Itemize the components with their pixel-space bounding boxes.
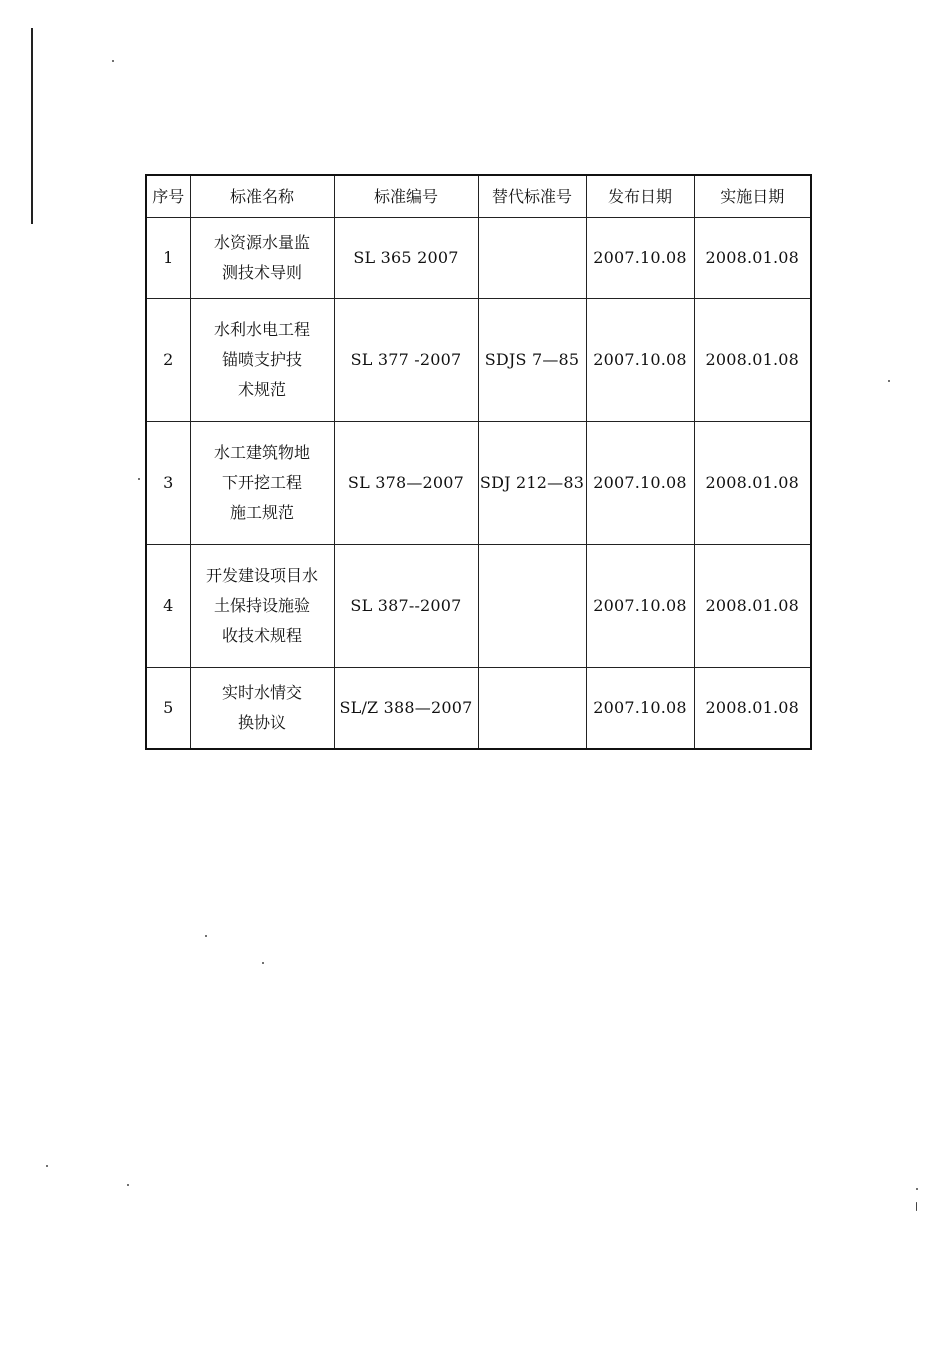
scan-speck <box>916 1188 918 1190</box>
table-row <box>146 668 811 750</box>
header-publish-date: 发布日期 <box>586 175 694 218</box>
cell-effective-date: 2008.01.08 <box>694 668 811 750</box>
scan-speck <box>262 962 264 964</box>
standard-name-line: 实时水情交 <box>221 683 302 702</box>
cell-publish-date: 2007.10.08 <box>586 422 694 545</box>
cell-replaced-code <box>478 668 586 750</box>
cell-serial-no: 5 <box>146 668 190 750</box>
scan-speck <box>138 478 140 480</box>
standard-name-line: 测技术导则 <box>221 263 302 282</box>
cell-standard-name <box>190 218 334 299</box>
table-row <box>146 299 811 422</box>
standard-name-line: 换协议 <box>237 713 286 732</box>
cell-effective-date: 2008.01.08 <box>694 299 811 422</box>
header-standard-code: 标准编号 <box>334 175 478 218</box>
table-row <box>146 545 811 668</box>
cell-serial-no: 2 <box>146 299 190 422</box>
cell-standard-code: SL 378—2007 <box>334 422 478 545</box>
cell-serial-no: 3 <box>146 422 190 545</box>
page-margin-line <box>31 28 33 224</box>
standard-name-line: 术规范 <box>237 380 286 399</box>
cell-standard-code: SL 377 -2007 <box>334 299 478 422</box>
header-effective-date: 实施日期 <box>694 175 811 218</box>
header-standard-name: 标准名称 <box>190 175 334 218</box>
cell-standard-code: SL 365 2007 <box>334 218 478 299</box>
cell-replaced-code <box>478 545 586 668</box>
scan-speck <box>205 935 207 937</box>
cell-publish-date: 2007.10.08 <box>586 218 694 299</box>
table-row <box>146 218 811 299</box>
cell-standard-name <box>190 299 334 422</box>
cell-publish-date: 2007.10.08 <box>586 545 694 668</box>
cell-standard-name <box>190 545 334 668</box>
cell-publish-date: 2007.10.08 <box>586 299 694 422</box>
standard-name-line: 收技术规程 <box>221 626 302 645</box>
cell-publish-date: 2007.10.08 <box>586 668 694 750</box>
header-replaced-code: 替代标准号 <box>478 175 586 218</box>
cell-effective-date: 2008.01.08 <box>694 422 811 545</box>
scan-speck <box>127 1184 129 1186</box>
cell-effective-date: 2008.01.08 <box>694 218 811 299</box>
cell-standard-code: SL/Z 388—2007 <box>334 668 478 750</box>
cell-serial-no: 4 <box>146 545 190 668</box>
cell-serial-no: 1 <box>146 218 190 299</box>
cell-standard-name <box>190 668 334 750</box>
scan-speck <box>916 1202 917 1211</box>
standard-name-line: 水利水电工程 <box>213 320 310 339</box>
standard-name-line: 水工建筑物地 <box>213 443 310 462</box>
table-row <box>146 422 811 545</box>
standard-name-line: 土保持设施验 <box>213 596 310 615</box>
standard-name-line: 施工规范 <box>229 503 294 522</box>
cell-replaced-code: SDJ 212—83 <box>478 422 586 545</box>
standard-name-line: 水资源水量监 <box>213 233 310 252</box>
cell-replaced-code: SDJS 7—85 <box>478 299 586 422</box>
cell-standard-code: SL 387--2007 <box>334 545 478 668</box>
standard-name-line: 开发建设项目水 <box>205 566 318 585</box>
cell-effective-date: 2008.01.08 <box>694 545 811 668</box>
cell-standard-name <box>190 422 334 545</box>
table-header-row <box>146 175 811 218</box>
scan-speck <box>888 380 890 382</box>
standard-name-line: 下开挖工程 <box>221 473 302 492</box>
scan-speck <box>46 1165 48 1167</box>
header-serial-no: 序号 <box>146 175 190 218</box>
standard-name-line: 锚喷支护技 <box>221 350 302 369</box>
scan-speck <box>112 60 114 62</box>
cell-replaced-code <box>478 218 586 299</box>
standards-table <box>145 174 812 750</box>
